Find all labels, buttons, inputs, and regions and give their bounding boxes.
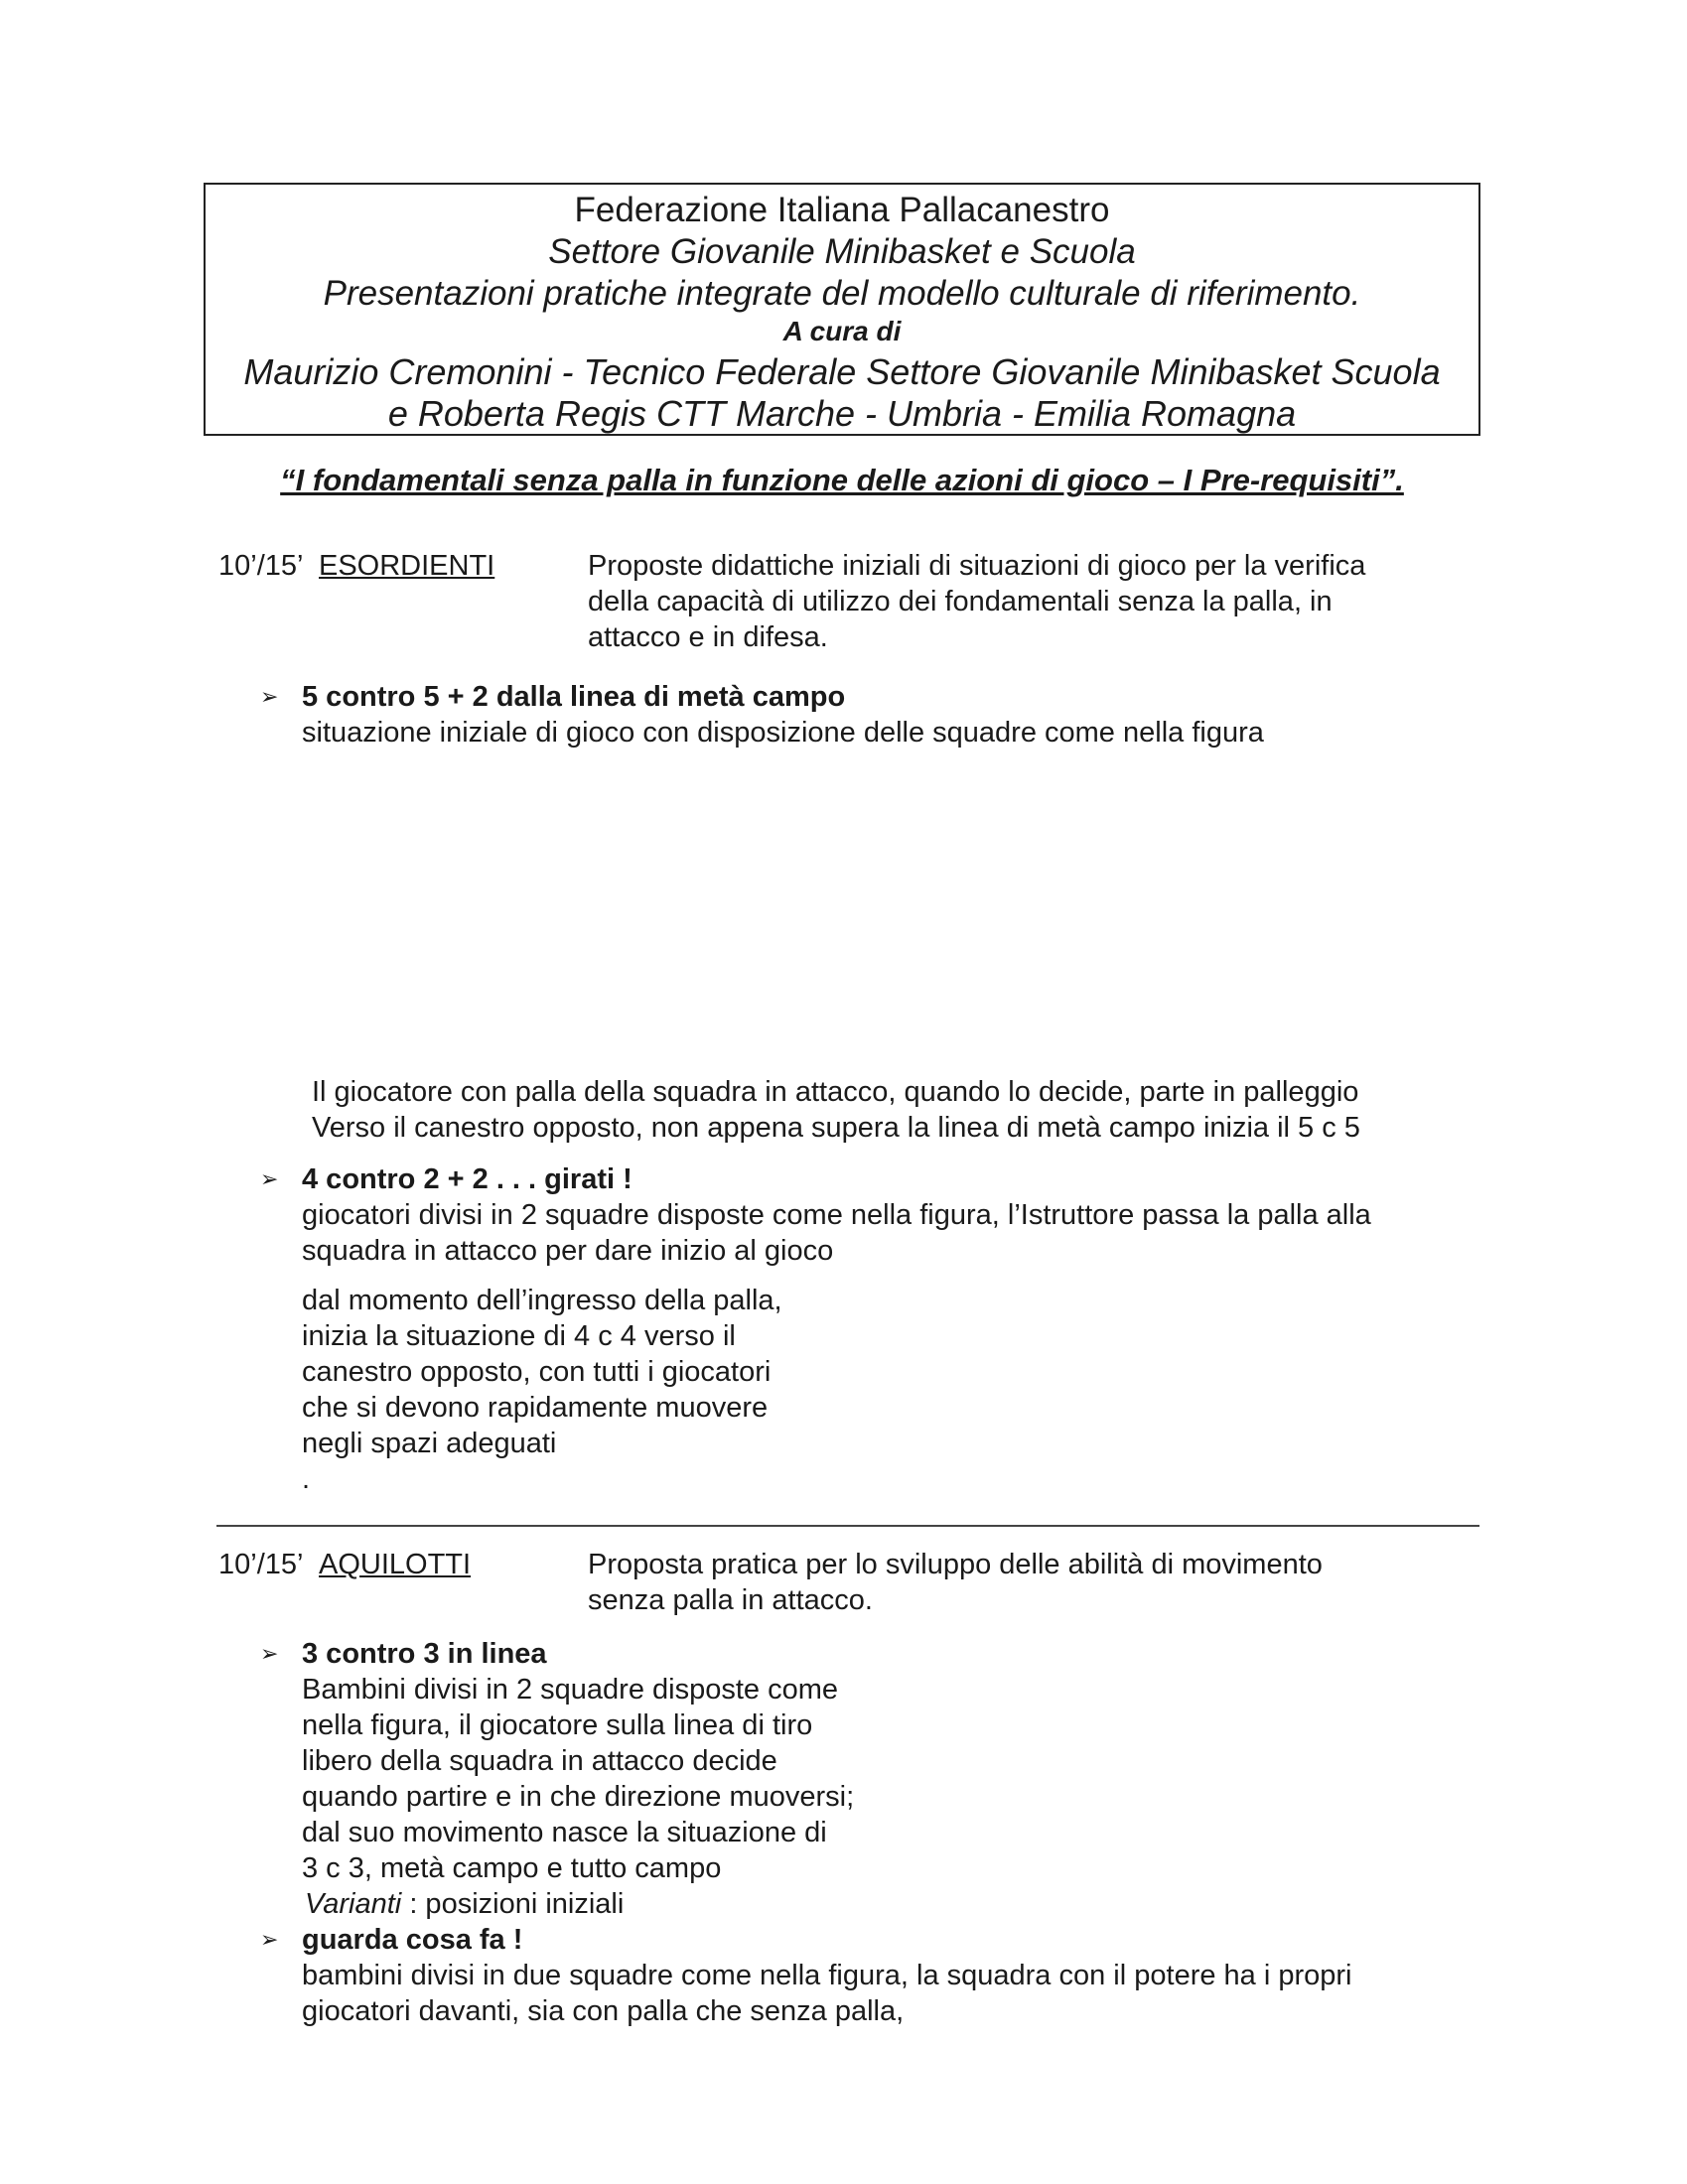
bullet-arrow-icon: ➢	[260, 1641, 279, 1666]
section-2-time: 10’/15’	[218, 1549, 304, 1580]
variants-label: Varianti	[305, 1888, 402, 1920]
author-line-1: Maurizio Cremonini - Tecnico Federale Settore Giovanile Minibasket Scuola	[243, 351, 1441, 392]
presentation-subtitle: Presentazioni pratiche integrate del modello culturale di riferimento.	[323, 274, 1361, 313]
exercise-text-line: giocatori divisi in 2 squadre disposte come nella figura, l’Istruttore passa la palla alla	[302, 1199, 1371, 1231]
exercise-text-line: nella figura, il giocatore sulla linea di tiro	[302, 1709, 813, 1741]
exercise-text-line: quando partire e in che direzione muoversi;	[302, 1781, 855, 1813]
variants-text: : posizioni iniziali	[401, 1888, 625, 1920]
author-line-2: e Roberta Regis CTT Marche - Umbria - Emilia Romagna	[387, 393, 1297, 434]
exercise-text-line: dal suo movimento nasce la situazione di	[302, 1817, 827, 1848]
exercise-title: guarda cosa fa !	[302, 1924, 523, 1956]
exercise-text-line: giocatori davanti, sia con palla che senza palla,	[302, 1995, 905, 2027]
section-1-desc-line-2: della capacità di utilizzo dei fondamentali senza la palla, in	[588, 586, 1333, 617]
exercise-after-figure-line: .	[302, 1463, 311, 1495]
document-title: “I fondamentali senza palla in funzione delle azioni di gioco – I Pre-requisiti”.	[280, 463, 1404, 497]
exercise-after-figure-line: dal momento dell’ingresso della palla,	[302, 1285, 782, 1316]
section-2-desc-line-2: senza palla in attacco.	[588, 1584, 873, 1616]
section-2-desc-line-1: Proposta pratica per lo sviluppo delle abilità di movimento	[588, 1549, 1323, 1580]
section-divider	[216, 1525, 1479, 1527]
section-2-category: AQUILOTTI	[319, 1549, 472, 1580]
sector-name: Settore Giovanile Minibasket e Scuola	[548, 232, 1136, 271]
bullet-arrow-icon: ➢	[260, 1927, 279, 1952]
bullet-arrow-icon: ➢	[260, 1166, 279, 1191]
section-1-category: ESORDIENTI	[319, 550, 495, 582]
exercise-text-line: libero della squadra in attacco decide	[302, 1745, 777, 1777]
section-1-time: 10’/15’	[218, 550, 304, 582]
exercise-text-line: bambini divisi in due squadre come nella figura, la squadra con il potere ha i propri	[302, 1960, 1352, 1991]
exercise-title: 4 contro 2 + 2 . . . girati !	[302, 1163, 633, 1195]
a-cura-di-label: A cura di	[782, 316, 902, 346]
section-1-desc-line-1: Proposte didattiche iniziali di situazioni di gioco per la verifica	[588, 550, 1366, 582]
exercise-text-line: 3 c 3, metà campo e tutto campo	[302, 1852, 722, 1884]
exercise-after-figure-line: Il giocatore con palla della squadra in attacco, quando lo decide, parte in palleggio	[312, 1076, 1359, 1108]
exercise-title: 5 contro 5 + 2 dalla linea di metà campo	[302, 681, 846, 713]
exercise-text-line: squadra in attacco per dare inizio al gioco	[302, 1235, 834, 1267]
exercise-after-figure-line: canestro opposto, con tutti i giocatori	[302, 1356, 772, 1388]
exercise-after-figure-line: che si devono rapidamente muovere	[302, 1392, 769, 1424]
bullet-arrow-icon: ➢	[260, 684, 279, 709]
header-box	[204, 183, 1480, 436]
exercise-after-figure-line: Verso il canestro opposto, non appena supera la linea di metà campo inizia il 5 c 5	[312, 1112, 1360, 1144]
exercise-after-figure-line: negli spazi adeguati	[302, 1428, 557, 1459]
exercise-after-figure-line: inizia la situazione di 4 c 4 verso il	[302, 1320, 736, 1352]
exercise-text-line: situazione iniziale di gioco con disposizione delle squadre come nella figura	[302, 717, 1264, 749]
variants-line	[305, 1886, 624, 1922]
section-1-desc-line-3: attacco e in difesa.	[588, 621, 828, 653]
exercise-title: 3 contro 3 in linea	[302, 1638, 547, 1670]
organization-name: Federazione Italiana Pallacanestro	[574, 191, 1110, 229]
figure-area	[302, 764, 1444, 1062]
exercise-text-line: Bambini divisi in 2 squadre disposte come	[302, 1674, 838, 1706]
